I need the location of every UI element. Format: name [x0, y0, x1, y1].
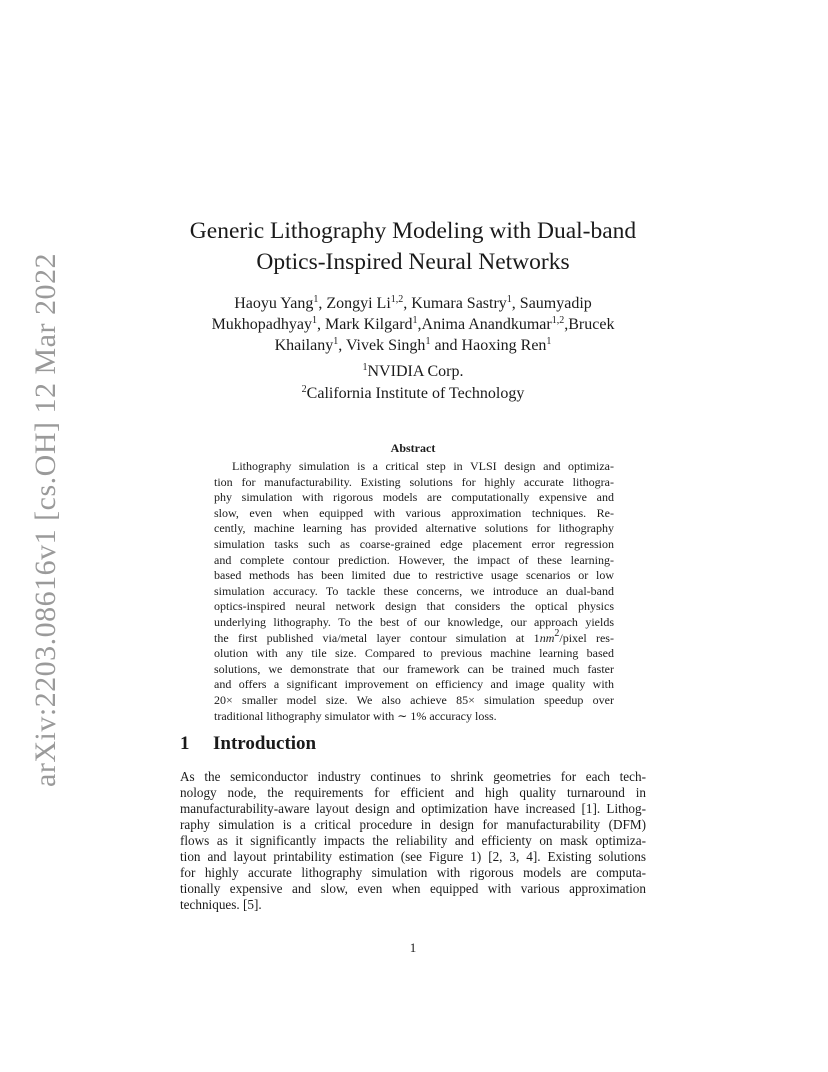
intro-line: tion and layout printability estimation (see Figure 1) [2, 3, 4]. Existing solutions [180, 849, 646, 864]
author-affil-mark: 1 [333, 336, 339, 347]
author-name: , Zongyi Li [318, 295, 391, 312]
abstract-line: and complete contour prediction. However, the impact of these learning- [214, 552, 614, 567]
section-heading-introduction [180, 733, 316, 755]
abstract-line: phy simulation with rigorous models are computationally expensive and [214, 490, 614, 505]
author-affil-mark: 1 [506, 294, 512, 305]
author-affil-mark: 1 [313, 294, 319, 305]
author-name: , Vivek Singh [338, 337, 426, 354]
intro-line: raphy simulation is a critical procedure in design for manufacturability (DFM) [180, 817, 646, 832]
intro-line: nology node, the requirements for efficient and high quality turnaround in [180, 785, 646, 800]
paper-title [180, 216, 646, 278]
math-unit: nm [539, 630, 555, 645]
author-affil-mark: 1 [546, 336, 552, 347]
abstract-line: 20× smaller model size. We also achieve 85× simulation speedup over [214, 692, 614, 707]
section-number: 1 [180, 733, 190, 754]
abstract-line: tion for manufacturability. Existing solutions for highly accurate lithogra- [214, 474, 614, 489]
author-line-3 [180, 335, 646, 356]
author-name: ,Anima Anandkumar [417, 316, 552, 333]
abstract-line: optics-inspired neural network design that considers the optical physics [214, 599, 614, 614]
abstract-line: and offers a significant improvement on efficiency and image quality with [214, 677, 614, 692]
author-name: , Kumara Sastry [403, 295, 507, 312]
author-name: , Mark Kilgard [317, 316, 413, 333]
author-name: , Saumyadip [511, 295, 592, 312]
abstract-line-tail: /pixel res- [559, 630, 614, 645]
intro-line: for highly accurate lithography simulation with rigorous models are computa- [180, 865, 646, 880]
abstract-line: cently, machine learning has provided alternative solutions for lithography [214, 521, 614, 536]
abstract-line: simulation accuracy. To tackle these concerns, we introduce an dual-band [214, 583, 614, 598]
author-name: Mukhopadhyay [211, 316, 312, 333]
affiliation-1 [180, 361, 646, 383]
intro-line: manufacturability-aware layout design and optimization have increased [1]. Lithog- [180, 801, 646, 816]
affiliation-name: NVIDIA Corp. [367, 363, 464, 380]
author-affil-mark: 1 [412, 315, 418, 326]
affiliation-mark: 1 [362, 362, 368, 373]
intro-line: As the semiconductor industry continues to shrink geometries for each tech- [180, 769, 646, 784]
abstract-line: solutions, we demonstrate that our framework can be trained much faster [214, 661, 614, 676]
intro-line: flows as it significantly impacts the reliability and efficienty on mask optimiza- [180, 833, 646, 848]
author-affil-mark: 1,2 [551, 315, 565, 326]
arxiv-identifier-stamp [16, 253, 76, 787]
author-name: and Haoxing Ren [430, 337, 547, 354]
abstract-heading: Abstract [390, 441, 436, 455]
abstract-line-text: the first published via/metal layer contour simulation at 1 [214, 630, 540, 645]
intro-line: tionally expensive and slow, even when equipped with various approximation [180, 881, 646, 896]
affiliation-name: California Institute of Technology [306, 385, 525, 402]
arxiv-identifier-text: arXiv:2203.08616v1 [cs.OH] 12 Mar 2022 [29, 253, 62, 787]
affiliation-mark: 2 [301, 384, 307, 395]
author-name: ,Brucek [564, 316, 615, 333]
affiliations [180, 361, 646, 405]
abstract-line: Lithography simulation is a critical step in VLSI design and optimiza- [232, 459, 614, 473]
author-affil-mark: 1 [312, 315, 317, 326]
abstract-line: simulation tasks such as coarse-grained edge placement error regression [214, 536, 614, 551]
author-affil-mark: 1 [425, 336, 431, 347]
title-line-2: Optics-Inspired Neural Networks [256, 249, 570, 275]
page-number: 1 [409, 940, 417, 955]
author-list [180, 293, 646, 356]
intro-line: techniques. [5]. [180, 897, 262, 912]
affiliation-2 [180, 383, 646, 405]
author-line-2 [180, 314, 646, 335]
abstract-body [214, 459, 614, 724]
author-name: Haoyu Yang [234, 295, 314, 312]
abstract-line-with-math [214, 627, 614, 647]
title-line-1: Generic Lithography Modeling with Dual-band [189, 218, 637, 244]
introduction-paragraph [180, 769, 646, 913]
abstract-line: traditional lithography simulator with ∼ 1% accuracy loss. [214, 708, 497, 723]
author-line-1 [180, 293, 646, 314]
author-name: Khailany [274, 337, 334, 354]
abstract-line: based methods has been limited due to restrictive usage scenarios or low [214, 568, 614, 583]
math-exponent: 2 [554, 627, 560, 639]
author-affil-mark: 1,2 [390, 294, 404, 305]
abstract-line: olution with any tile size. Compared to previous machine learning based [214, 646, 614, 661]
section-title: Introduction [213, 733, 317, 754]
abstract-line: underlying lithography. To the best of our knowledge, our approach yields [214, 614, 614, 629]
abstract-line: slow, even when equipped with various approximation techniques. Re- [214, 505, 614, 520]
